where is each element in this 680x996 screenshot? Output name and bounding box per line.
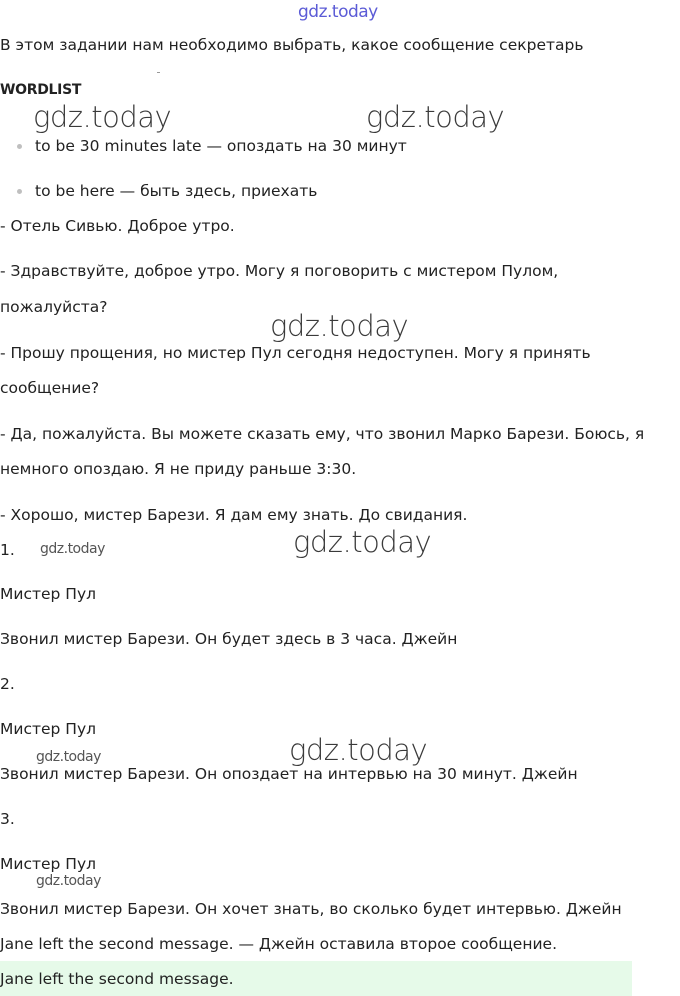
watermark-small: gdz.today <box>36 873 101 889</box>
watermark: gdz.today <box>270 309 409 343</box>
message-recipient: Мистер Пул <box>0 855 97 873</box>
dialogue-line: - Да, пожалуйста. Вы можете сказать ему, что звонил Марко Барези. Боюсь, я <box>0 425 645 443</box>
intro-text: В этом задании нам необходимо выбрать, какое сообщение секретарь <box>0 36 584 54</box>
dialogue-line: пожалуйста? <box>0 298 108 316</box>
message-text: Звонил мистер Барези. Он опоздает на интервью на 30 минут. Джейн <box>0 765 578 783</box>
bullet-icon <box>17 189 22 194</box>
message-recipient: Мистер Пул <box>0 585 97 603</box>
divider-mark <box>157 72 160 73</box>
dialogue-line: сообщение? <box>0 379 100 397</box>
bullet-icon <box>17 144 22 149</box>
message-number: 3. <box>0 810 15 828</box>
wordlist-heading: WORDLIST <box>0 82 82 98</box>
message-number: 1. <box>0 541 15 559</box>
message-recipient: Мистер Пул <box>0 720 97 738</box>
dialogue-line: - Прошу прощения, но мистер Пул сегодня недоступен. Могу я принять <box>0 344 591 362</box>
wordlist-item: to be here — быть здесь, приехать <box>35 182 318 200</box>
watermark: gdz.today <box>293 525 432 559</box>
wordlist-item: to be 30 minutes late — опоздать на 30 минут <box>35 137 407 155</box>
conclusion-text: Jane left the second message. — Джейн оставила второе сообщение. <box>0 935 558 953</box>
watermark: gdz.today <box>33 100 172 134</box>
watermark: gdz.today <box>366 100 505 134</box>
message-text: Звонил мистер Барези. Он будет здесь в 3 часа. Джейн <box>0 630 458 648</box>
dialogue-line: немного опоздаю. Я не приду раньше 3:30. <box>0 460 357 478</box>
dialogue-line: - Здравствуйте, доброе утро. Могу я поговорить с мистером Пулом, <box>0 262 559 280</box>
watermark-small: gdz.today <box>36 749 101 765</box>
answer-text: Jane left the second message. <box>0 970 234 988</box>
watermark: gdz.today <box>289 733 428 767</box>
watermark-small: gdz.today <box>40 541 105 557</box>
dialogue-line: - Отель Сивью. Доброе утро. <box>0 217 235 235</box>
message-text: Звонил мистер Барези. Он хочет знать, во сколько будет интервью. Джейн <box>0 900 622 918</box>
message-number: 2. <box>0 675 15 693</box>
dialogue-line: - Хорошо, мистер Барези. Я дам ему знать. До свидания. <box>0 506 468 524</box>
watermark-top: gdz.today <box>298 2 378 22</box>
